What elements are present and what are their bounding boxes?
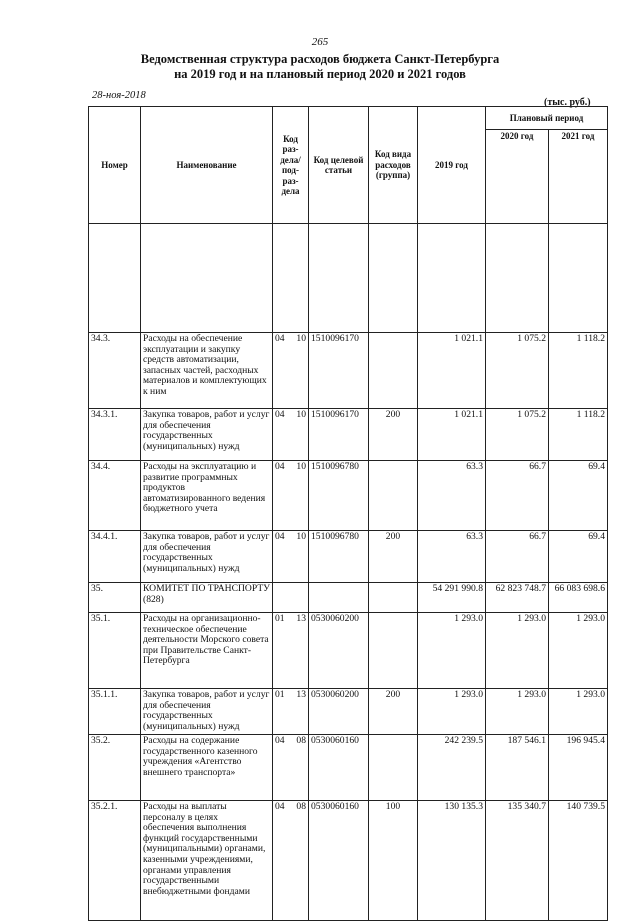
row-subsection: 13 — [296, 613, 306, 624]
row-subsection: 10 — [296, 333, 306, 344]
row-amount-2021: 69.4 — [549, 461, 608, 531]
row-number: 34.3.1. — [89, 409, 141, 461]
row-name: Расходы на выплаты персоналу в целях обеспечения выполнения функций государственными (муниципальными) органами, казенными учреждениями, органами управления государственными внебюджетными фондами — [141, 801, 273, 921]
row-expense-type: 100 — [369, 801, 418, 921]
row-expense-type: 200 — [369, 531, 418, 583]
row-section-code — [273, 531, 309, 583]
row-amount-2019: 1 021.1 — [418, 409, 486, 461]
table-row — [89, 531, 608, 583]
row-subsection: 08 — [296, 735, 306, 746]
row-section-code — [273, 583, 309, 613]
row-amount-2020: 1 075.2 — [486, 409, 549, 461]
row-number: 34.3. — [89, 333, 141, 409]
row-amount-2019: 63.3 — [418, 531, 486, 583]
row-subsection: 10 — [296, 409, 306, 420]
table-row — [89, 461, 608, 531]
row-section-code — [273, 689, 309, 735]
row-amount-2019: 242 239.5 — [418, 735, 486, 801]
row-expense-type: 200 — [369, 689, 418, 735]
row-amount-2021: 1 118.2 — [549, 409, 608, 461]
header-planned-period: Плановый период — [486, 107, 608, 130]
row-subsection: 13 — [296, 689, 306, 700]
row-section: 04 — [275, 531, 285, 542]
row-section-code — [273, 801, 309, 921]
row-target-code: 0530060200 — [309, 613, 369, 689]
row-expense-type — [369, 583, 418, 613]
header-2021: 2021 год — [549, 130, 608, 224]
row-target-code: 1510096780 — [309, 461, 369, 531]
page-number: 265 — [311, 36, 329, 48]
row-number: 34.4. — [89, 461, 141, 531]
table-row — [89, 583, 608, 613]
row-target-code: 0530060160 — [309, 735, 369, 801]
row-amount-2020: 135 340.7 — [486, 801, 549, 921]
row-subsection: 10 — [296, 461, 306, 472]
row-number: 35. — [89, 583, 141, 613]
row-name: Закупка товаров, работ и услуг для обеспечения государственных (муниципальных) нужд — [141, 409, 273, 461]
row-section: 04 — [275, 333, 285, 344]
header-number: Номер — [89, 107, 141, 224]
document-date: 28-ноя-2018 — [92, 90, 146, 101]
row-number: 34.4.1. — [89, 531, 141, 583]
row-name: Расходы на эксплуатацию и развитие программных продуктов автоматизированного ведения бюджетного учета — [141, 461, 273, 531]
row-expense-type — [369, 613, 418, 689]
row-name: Расходы на содержание государственного казенного учреждения «Агентство внешнего транспорта» — [141, 735, 273, 801]
row-expense-type — [369, 735, 418, 801]
units-label: (тыс. руб.) — [544, 97, 591, 108]
header-section-code: Код раз-дела/ под-раз-дела — [273, 107, 309, 224]
row-amount-2020: 1 075.2 — [486, 333, 549, 409]
row-expense-type — [369, 333, 418, 409]
header-2020: 2020 год — [486, 130, 549, 224]
row-section-code — [273, 333, 309, 409]
row-section: 04 — [275, 735, 285, 746]
table-row — [89, 409, 608, 461]
row-section: 04 — [275, 801, 285, 812]
row-section-code — [273, 409, 309, 461]
row-number: 35.1.1. — [89, 689, 141, 735]
row-target-code: 1510096780 — [309, 531, 369, 583]
row-expense-type — [369, 461, 418, 531]
row-subsection: 10 — [296, 531, 306, 542]
header-expense-type: Код вида расходов (группа) — [369, 107, 418, 224]
header-2019: 2019 год — [418, 107, 486, 224]
row-amount-2020: 187 546.1 — [486, 735, 549, 801]
row-amount-2021: 66 083 698.6 — [549, 583, 608, 613]
row-amount-2020: 1 293.0 — [486, 613, 549, 689]
row-amount-2019: 130 135.3 — [418, 801, 486, 921]
budget-table — [88, 106, 608, 921]
row-amount-2019: 1 293.0 — [418, 613, 486, 689]
header-target-code: Код целевой статьи — [309, 107, 369, 224]
row-target-code: 0530060160 — [309, 801, 369, 921]
row-number: 35.1. — [89, 613, 141, 689]
row-section-code — [273, 735, 309, 801]
header-name: Наименование — [141, 107, 273, 224]
row-name: Расходы на организационно-техническое обеспечение деятельности Морского совета при Правительстве Санкт-Петербурга — [141, 613, 273, 689]
row-amount-2021: 196 945.4 — [549, 735, 608, 801]
row-amount-2021: 1 293.0 — [549, 613, 608, 689]
title-line-1: Ведомственная структура расходов бюджета Санкт-Петербурга — [140, 52, 500, 66]
row-amount-2021: 1 293.0 — [549, 689, 608, 735]
table-row — [89, 689, 608, 735]
row-name: Расходы на обеспечение эксплуатации и закупку средств автоматизации, запасных частей, расходных материалов и комплектующих к ним — [141, 333, 273, 409]
row-target-code: 1510096170 — [309, 409, 369, 461]
row-amount-2019: 63.3 — [418, 461, 486, 531]
row-amount-2020: 66.7 — [486, 461, 549, 531]
row-amount-2021: 1 118.2 — [549, 333, 608, 409]
row-target-code: 0530060200 — [309, 689, 369, 735]
document-title — [0, 52, 640, 82]
row-amount-2020: 62 823 748.7 — [486, 583, 549, 613]
row-number: 35.2.1. — [89, 801, 141, 921]
row-name: Закупка товаров, работ и услуг для обеспечения государственных (муниципальных) нужд — [141, 531, 273, 583]
row-amount-2021: 69.4 — [549, 531, 608, 583]
row-amount-2019: 1 293.0 — [418, 689, 486, 735]
row-target-code: 1510096170 — [309, 333, 369, 409]
row-section: 01 — [275, 613, 285, 624]
row-subsection: 08 — [296, 801, 306, 812]
row-amount-2020: 66.7 — [486, 531, 549, 583]
row-section-code — [273, 461, 309, 531]
header-spacer-row — [89, 224, 608, 333]
row-name: Закупка товаров, работ и услуг для обеспечения государственных (муниципальных) нужд — [141, 689, 273, 735]
row-amount-2019: 54 291 990.8 — [418, 583, 486, 613]
row-amount-2019: 1 021.1 — [418, 333, 486, 409]
table-body — [89, 333, 608, 921]
table-row — [89, 801, 608, 921]
row-expense-type: 200 — [369, 409, 418, 461]
title-line-2: на 2019 год и на плановый период 2020 и 2021 годов — [174, 67, 466, 81]
table-row — [89, 613, 608, 689]
row-section: 01 — [275, 689, 285, 700]
row-section: 04 — [275, 461, 285, 472]
row-name: КОМИТЕТ ПО ТРАНСПОРТУ (828) — [141, 583, 273, 613]
row-amount-2020: 1 293.0 — [486, 689, 549, 735]
row-amount-2021: 140 739.5 — [549, 801, 608, 921]
table-row — [89, 333, 608, 409]
row-section-code — [273, 613, 309, 689]
row-section: 04 — [275, 409, 285, 420]
table-row — [89, 735, 608, 801]
row-number: 35.2. — [89, 735, 141, 801]
row-target-code — [309, 583, 369, 613]
